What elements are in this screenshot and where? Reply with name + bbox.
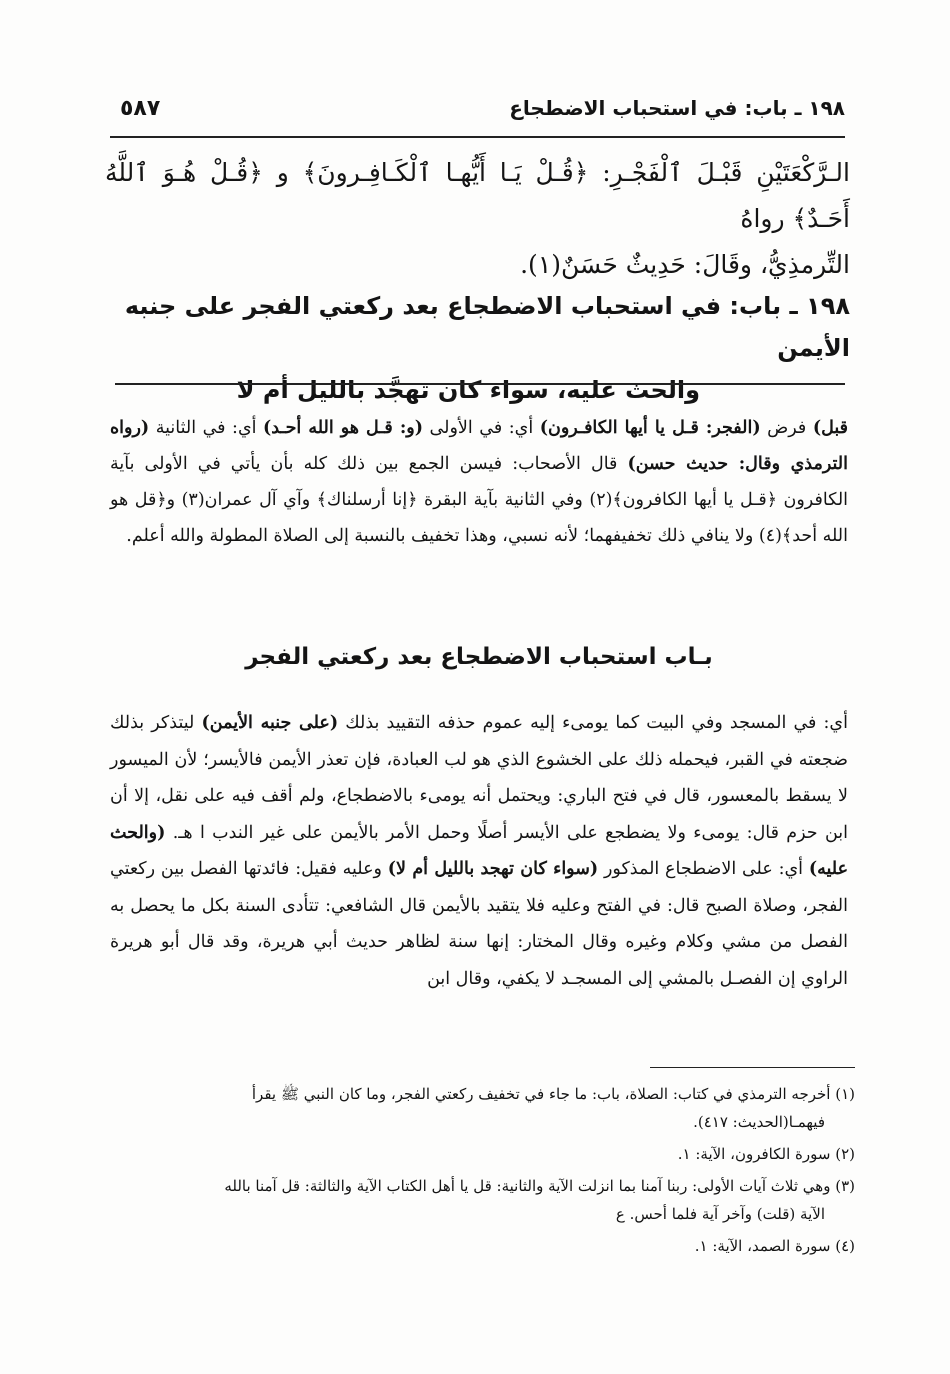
commentary-text: قال الأصحاب: فيسن الجمع بين ذلك كله بأن يأتي في الأولى بآية الكافرون ﴿قـل يا أيها الكافرون﴾(٢) وفي الثانية بآية البقرة ﴿إنا أرسلناك﴾ وآي آل عمران(٣) و﴿قل هو الله أحد﴾(٤) ولا ينافي ذلك تخفيفهما؛ لأنه نسبي، وهذا تخفيف بالنسبة إلى الصلاة المطولة والله أعلم. <box>110 454 849 546</box>
footnote <box>110 1232 855 1260</box>
footnote-text: (١) أخرجه الترمذي في كتاب: الصلاة، باب: ما جاء في تخفيف ركعتي الفجر، وما كان النبي ﷺ يقرأ <box>251 1085 855 1103</box>
commentary-text: أي: في الثانية <box>149 418 264 438</box>
section-heading: بـاب استحباب الاضطجاع بعد ركعتي الفجر <box>245 644 713 670</box>
chapter-title-line: والحث عليه، سواء كان تهجَّد بالليل أم لا <box>236 376 700 404</box>
footnote-continuation: فيهمـا(الحديث: ٤١٧). <box>693 1113 825 1131</box>
body-text: ليتذكر بذلك ضجعته في القبر، فيحمله ذلك على الخشوع الذي هو لب العبادة، فإن تعذر الأيمن فالأيسر؛ لأن الميسور لا يسقط بالمعسور، قال في فتح الباري: ويحتمل أنه يومىء بالاضطجاع، ولم أقف فيه على نقل، إلا أن ابن حزم قال: يومىء ولا يضطجع على الأيسر أصلًا وحمل الأمر بالأيمن على غير الندب ا هـ. <box>110 713 848 843</box>
hadith-line: الـرَّكْعَتَيْنِ قَبْـلَ ٱلْفَجْـرِ: ﴿قُـلْ يَـا أَيُّهـا ٱلْكَـافِـرونَ﴾ و ﴿قُـلْ هُـوَ ٱللَّهُ أَحَـدٌ﴾ رواهُ <box>105 158 850 233</box>
bold-phrase: (على جنبه الأيمن) <box>201 713 339 733</box>
footnotes <box>110 1080 855 1264</box>
footnote-text: (٤) سورة الصمد، الآية: ١. <box>694 1237 855 1255</box>
footnote <box>110 1172 855 1228</box>
chapter-title-line: ١٩٨ ـ باب: في استحباب الاضطجاع بعد ركعتي الفجر على جنبه الأيمن <box>124 292 850 362</box>
body-text: أي: في المسجد وفي البيت كما يومىء إليه عموم حذفه التقييد بذلك <box>338 713 848 733</box>
hadith-line: التِّرمذِيُّ، وقَالَ: حَدِيثٌ حَسَنٌ(١). <box>520 250 850 279</box>
commentary-paragraph <box>110 410 848 554</box>
footnote-continuation: الآية (قلت) وآخر آية فلما أحس. ع <box>615 1205 825 1223</box>
separator-line <box>115 383 845 385</box>
bold-phrase: (الفجر: قـل يا أيها الكافـرون) <box>539 418 761 438</box>
footnote-text: (٣) وهي ثلاث آيات الأولى: ربنا آمنا بما انزلت الآية والثانية: قل يا أهل الكتاب الآية والثالثة: قل آمنا بالله <box>224 1177 855 1195</box>
commentary-text: فرض <box>760 418 813 438</box>
page-header <box>110 92 845 138</box>
bold-phrase: قبل) <box>812 418 848 438</box>
bold-phrase: (رواه الترمذي وقال: حديث حسن) <box>110 418 849 474</box>
running-title: ١٩٨ ـ باب: في استحباب الاضطجاع <box>509 96 845 120</box>
body-text: أي: على الاضطجاع المذكور <box>598 859 809 879</box>
chapter-title <box>110 285 850 411</box>
footnote <box>110 1140 855 1168</box>
bold-phrase: (و: قـل هو الله أحـد) <box>263 418 424 438</box>
bold-phrase: (سواء كان تهجد بالليل أم لا) <box>387 859 599 879</box>
footnote-text: (٢) سورة الكافرون، الآية: ١. <box>677 1145 855 1163</box>
hadith-text <box>105 150 850 288</box>
footnote-separator <box>650 1067 855 1068</box>
body-paragraph <box>110 705 848 997</box>
page-number: ٥٨٧ <box>120 96 161 121</box>
bold-phrase: (والحث عليه) <box>110 822 849 879</box>
body-text: وعليه فقيل: فائدتها الفصل بين ركعتي الفجر، وصلاة الصبح قال: في الفتح وعليه فلا يتقيد بالأيمن قال الشافعي: تتأدى السنة بكل ما يحصل به الفصل من مشي وكلام وغيره وقال المختار: إنها سنة لظاهر حديث أبي هريرة، وقد قال أبو هريرة الراوي إن الفصـل بالمشي إلى المسجـد لا يكفي، وقال ابن <box>110 859 848 989</box>
footnote <box>110 1080 855 1136</box>
commentary-text: أي: في الأولى <box>423 418 540 438</box>
